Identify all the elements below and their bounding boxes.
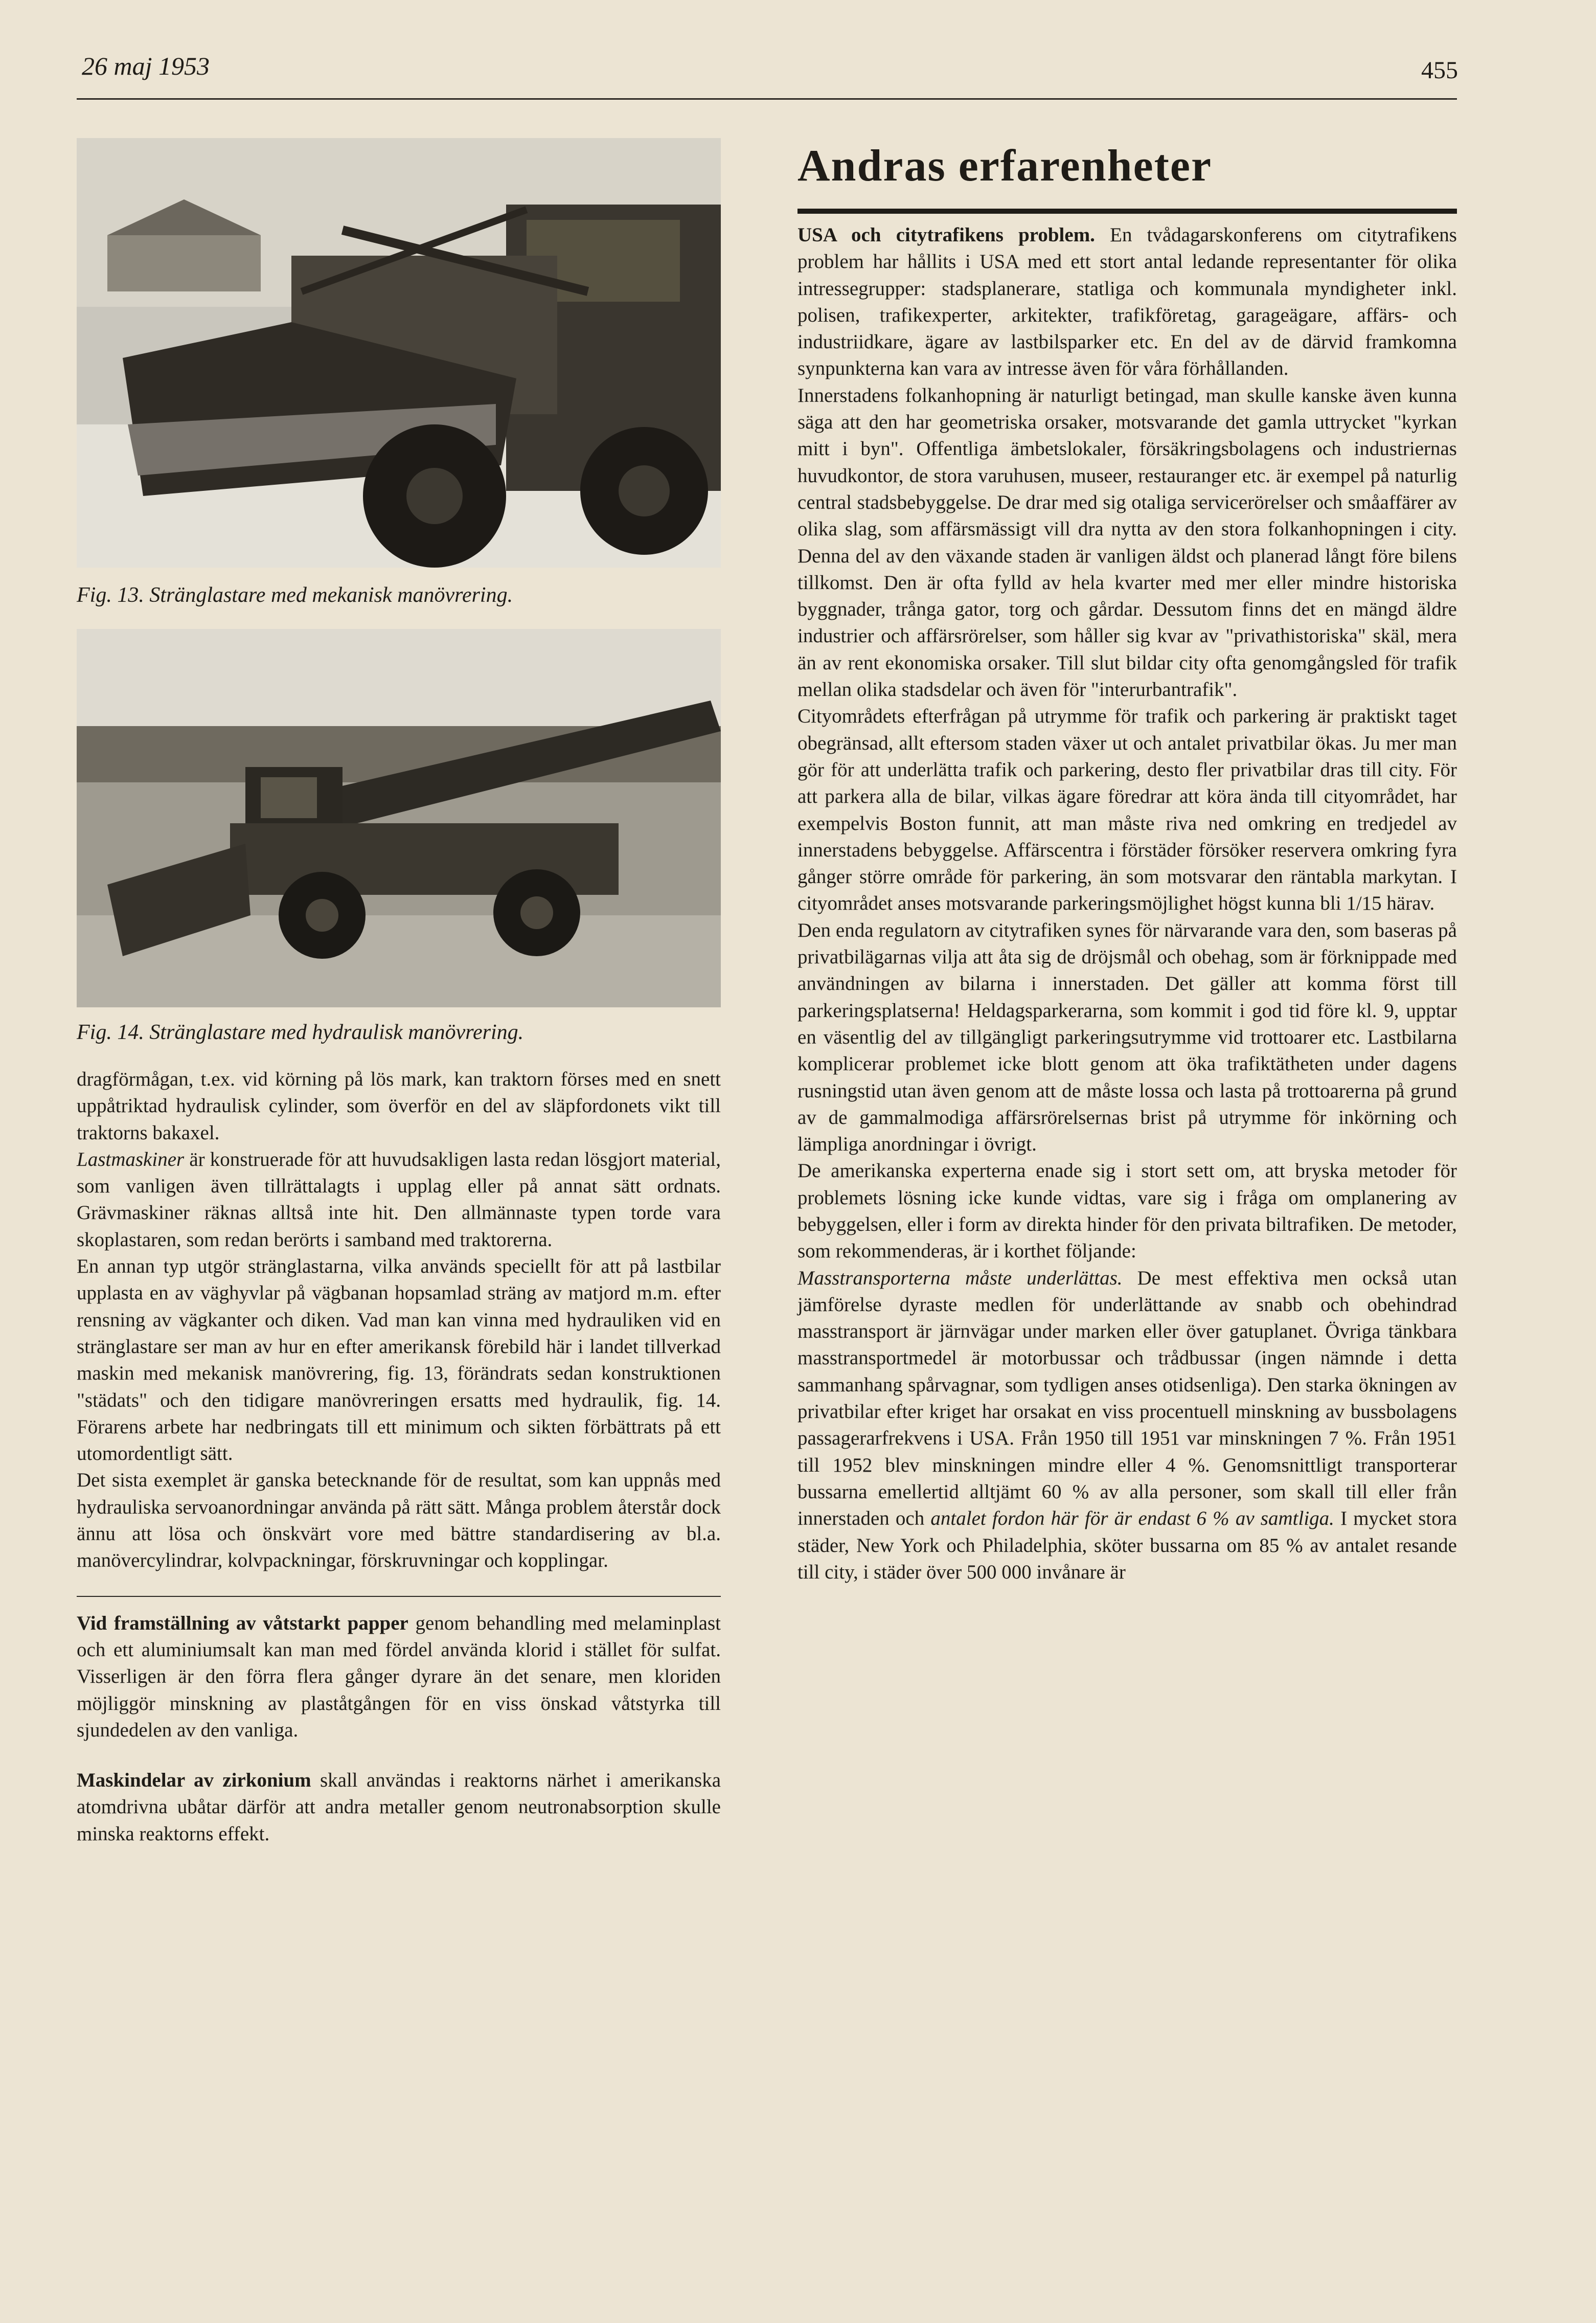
header-date: 26 maj 1953 xyxy=(82,52,210,80)
p6-italic2: antalet fordon här för är endast 6 % av samtliga. xyxy=(930,1507,1334,1530)
page-number: 455 xyxy=(1421,57,1458,84)
right-column xyxy=(797,138,1457,1586)
note-vatstarkt-papper xyxy=(77,1610,721,1744)
lastmaskiner-rest: är konstruerade för att huvudsakligen lasta redan lösgjort material, som vanligen även tillrättalagts i upplag eller på annat sätt ordnats. Grävmaskiner räknas alltså inte hit. Den allmännaste typen torde vara skoplastaren, som redan berörts i samband med traktorerna. xyxy=(77,1148,721,1251)
term-lastmaskiner: Lastmaskiner xyxy=(77,1148,185,1170)
p6-a: De mest effektiva men också utan jämförelse dyraste medlen för underlättande av snabb och obehindrad masstransport är järnvägar under marken eller över gatuplanet. Övriga tänkbara masstransportmedel är motorbussar och trådbussar (ingen nämnde i detta sammanhang spårvagnar, som tydligen anses otidsenliga). Den starka ökningen av privatbilar efter kriget har orsakat en viss procentuell minskning av bussbolagens passagerarfrekvens i USA. Från 1950 till 1951 var minskningen 7 %. Från 1951 till 1952 blev minskningen mindre eller 4 %. Genomsnittligt transporterar bussarna emellertid alltjämt 60 % av alla personer, som skall till eller från innerstaden och xyxy=(797,1267,1457,1530)
left-column xyxy=(77,138,721,1847)
note2-text: skall användas i reaktorns närhet i amerikanska atomdrivna ubåtar därför att andra metaller genom neutronabsorption skulle minska reaktorns effekt. xyxy=(77,1769,721,1845)
lede-lead: USA och citytrafikens problem. xyxy=(797,224,1095,246)
p6-b: I mycket stora städer, New York och Philadelphia, sköter bussarna om 85 % av antalet resande till city, i städer över 500 000 invånare är xyxy=(797,1507,1457,1583)
note1-text: genom behandling med melaminplast och ett aluminiumsalt kan man med fördel använda klorid i stället för sulfat. Visserligen är den förra flera gånger dyrare än det senare, men kloriden möjliggör minskning av plaståtgången för en viss önskad våtstyrka till sjundedelen av den vanliga. xyxy=(77,1612,721,1741)
note1-lead: Vid framställning av våtstarkt papper xyxy=(77,1612,408,1634)
paragraph-dragformagan: dragförmågan, t.ex. vid körning på lös mark, kan traktorn förses med en snett uppåtriktad hydraulisk cylinder, som överför en del av släpfordonets vikt till traktorns bakaxel. xyxy=(77,1068,721,1144)
fig13-photo xyxy=(77,138,721,568)
fig14-illustration xyxy=(77,629,721,1007)
paragraph-regulatorn: Den enda regulatorn av citytrafiken synes för närvarande vara den, som baseras på privatbilägarnas vilja att åta sig de dröjsmål och obehag, som är förknippade med användningen av bilarna i innerstaden. Det gäller att komma först till parkeringsplatserna! Heldagsparkerarna, som kommit i god tid före kl. 9, upptar en väsentlig del av tillgängligt parkeringsutrymme vid trottoarer etc. Lastbilarna komplicerar problemet icke blott genom att öka trafiktätheten under dagens rusningstid utan även genom att de måste lossa och lasta på trottoarerna på grund av de gammalmodiga affärsrörelsernas brist på utrymme för inkörning och lämpliga anordningar i övrigt. xyxy=(797,919,1457,1156)
title-rule xyxy=(797,209,1457,214)
paragraph-sista-exemplet: Det sista exemplet är ganska betecknande för de resultat, som kan uppnås med hydrauliska servoanordningar använda på rätt sätt. Många problem återstår dock ännu att lösa och önskvärt vore med bättre standardisering av bl.a. manövercylindrar, kolvpackningar, förskruvningar och kopplingar. xyxy=(77,1469,721,1572)
lede-text: En tvådagarskonferens om citytrafikens problem har hållits i USA med ett stort antal ledande representanter för olika intressegrupper: stadsplanerare, statliga och kommunala myndigheter inkl. polisen, trafikexperter, arkitekter, trafikföretag, garageägare, affärs- och industriidkare, ägare av lastbilsparker etc. En del av de därvid framkomna synpunkterna kan vara av intresse även för våra förhållanden. xyxy=(797,224,1457,380)
paragraph-experterna: De amerikanska experterna enade sig i stort sett om, att bryska metoder för problemets lösning icke kunde vidtas, vare sig i fråga om omplanering av bebyggelsen, eller i form av direkta hinder för den privata biltrafiken. De metoder, som rekommenderas, är i korthet följande: xyxy=(797,1160,1457,1262)
paragraph-usa-city xyxy=(797,222,1457,382)
fig14-photo xyxy=(77,629,721,1007)
note2-lead: Maskindelar av zirkonium xyxy=(77,1769,311,1792)
left-body-text xyxy=(77,1066,721,1574)
left-notes xyxy=(77,1610,721,1847)
section-title: Andras erfarenheter xyxy=(797,141,1213,191)
p6-italic: Masstransporterna måste underlättas. xyxy=(797,1267,1123,1289)
paragraph-stranglastare: En annan typ utgör stränglastarna, vilka används speciellt för att på lastbilar upplasta en av väghyvlar på vägbanan hopsamlad sträng av matjord m.m. efter rensning av vägkanter och diken. Vad man kan vinna med hydrauliken vid en stränglastare ser man av hur en efter amerikansk förebild här i landet tillverkad maskin med mekanisk manövrering, fig. 13, förändrats sedan konstruktionen "städats" och den tidigare manövreringen ersatts med hydraulik, fig. 14. Förarens arbete har nedbringats till ett minimum och sikten förbättrats på ett utomordentligt sätt. xyxy=(77,1255,721,1465)
header-rule xyxy=(77,98,1457,100)
fig13-caption: Fig. 13. Stränglastare med mekanisk manövrering. xyxy=(77,583,513,607)
fig14-caption: Fig. 14. Stränglastare med hydraulisk manövrering. xyxy=(77,1021,524,1044)
section-separator xyxy=(77,1596,721,1597)
paragraph-masstransporterna xyxy=(797,1265,1457,1586)
paragraph-cityomradets: Cityområdets efterfrågan på utrymme för trafik och parkering är praktiskt taget obegränsad, allt eftersom staden växer ut och antalet privatbilar ökas. Ju mer man gör för att underlätta trafik och parkering, desto fler privatbilar dras till city. För att parkera alla de bilar, vilkas ägare föredrar att köra ända till cityområdet, har exempelvis Boston funnit, att man måste riva ned omkring en tredjedel av innerstadens bebyggelse. Affärscentra i förstäder försöker reservera omkring fyra gånger större område för parkering, än som motsvarar den räntabla markytan. I cityområdet anses motsvarande parkeringsmöjlighet högst kunna bli 1/15 härav. xyxy=(797,705,1457,915)
right-body-text xyxy=(797,222,1457,1586)
paragraph-innerstadens: Innerstadens folkanhopning är naturligt betingad, man skulle kanske även kunna säga att den har geometriska orsaker, motsvarande det gamla uttrycket "kyrkan mitt i byn". Offentliga ämbetslokaler, försäkringsbolagens och industriernas huvudkontor, de stora varuhusen, museer, restauranger etc. är exempel på naturlig central stadsbebyggelse. De drar med sig otaliga servicerörelser och småaffärer av olika slag, som affärsmässigt vill dra nytta av den stora folkanhopningen i city. Denna del av den växande staden är vanligen äldst och planerad långt före bilens tillkomst. Den är ofta fylld av hela kvarter med mer eller mindre historiska byggnader, trånga gator, torg och gårdar. Dessutom finns det en mängd äldre industrier och affärsrörelser, som håller sig kvar av "privathistoriska" skäl, mera än av rent ekonomiska orsaker. Till slut bildar city ofta genomgångsled för trafik mellan olika stadsdelar och även för "interurbantrafik". xyxy=(797,384,1457,701)
fig13-illustration xyxy=(77,138,721,568)
note-zirkonium xyxy=(77,1767,721,1847)
paragraph-lastmaskiner xyxy=(77,1146,721,1253)
